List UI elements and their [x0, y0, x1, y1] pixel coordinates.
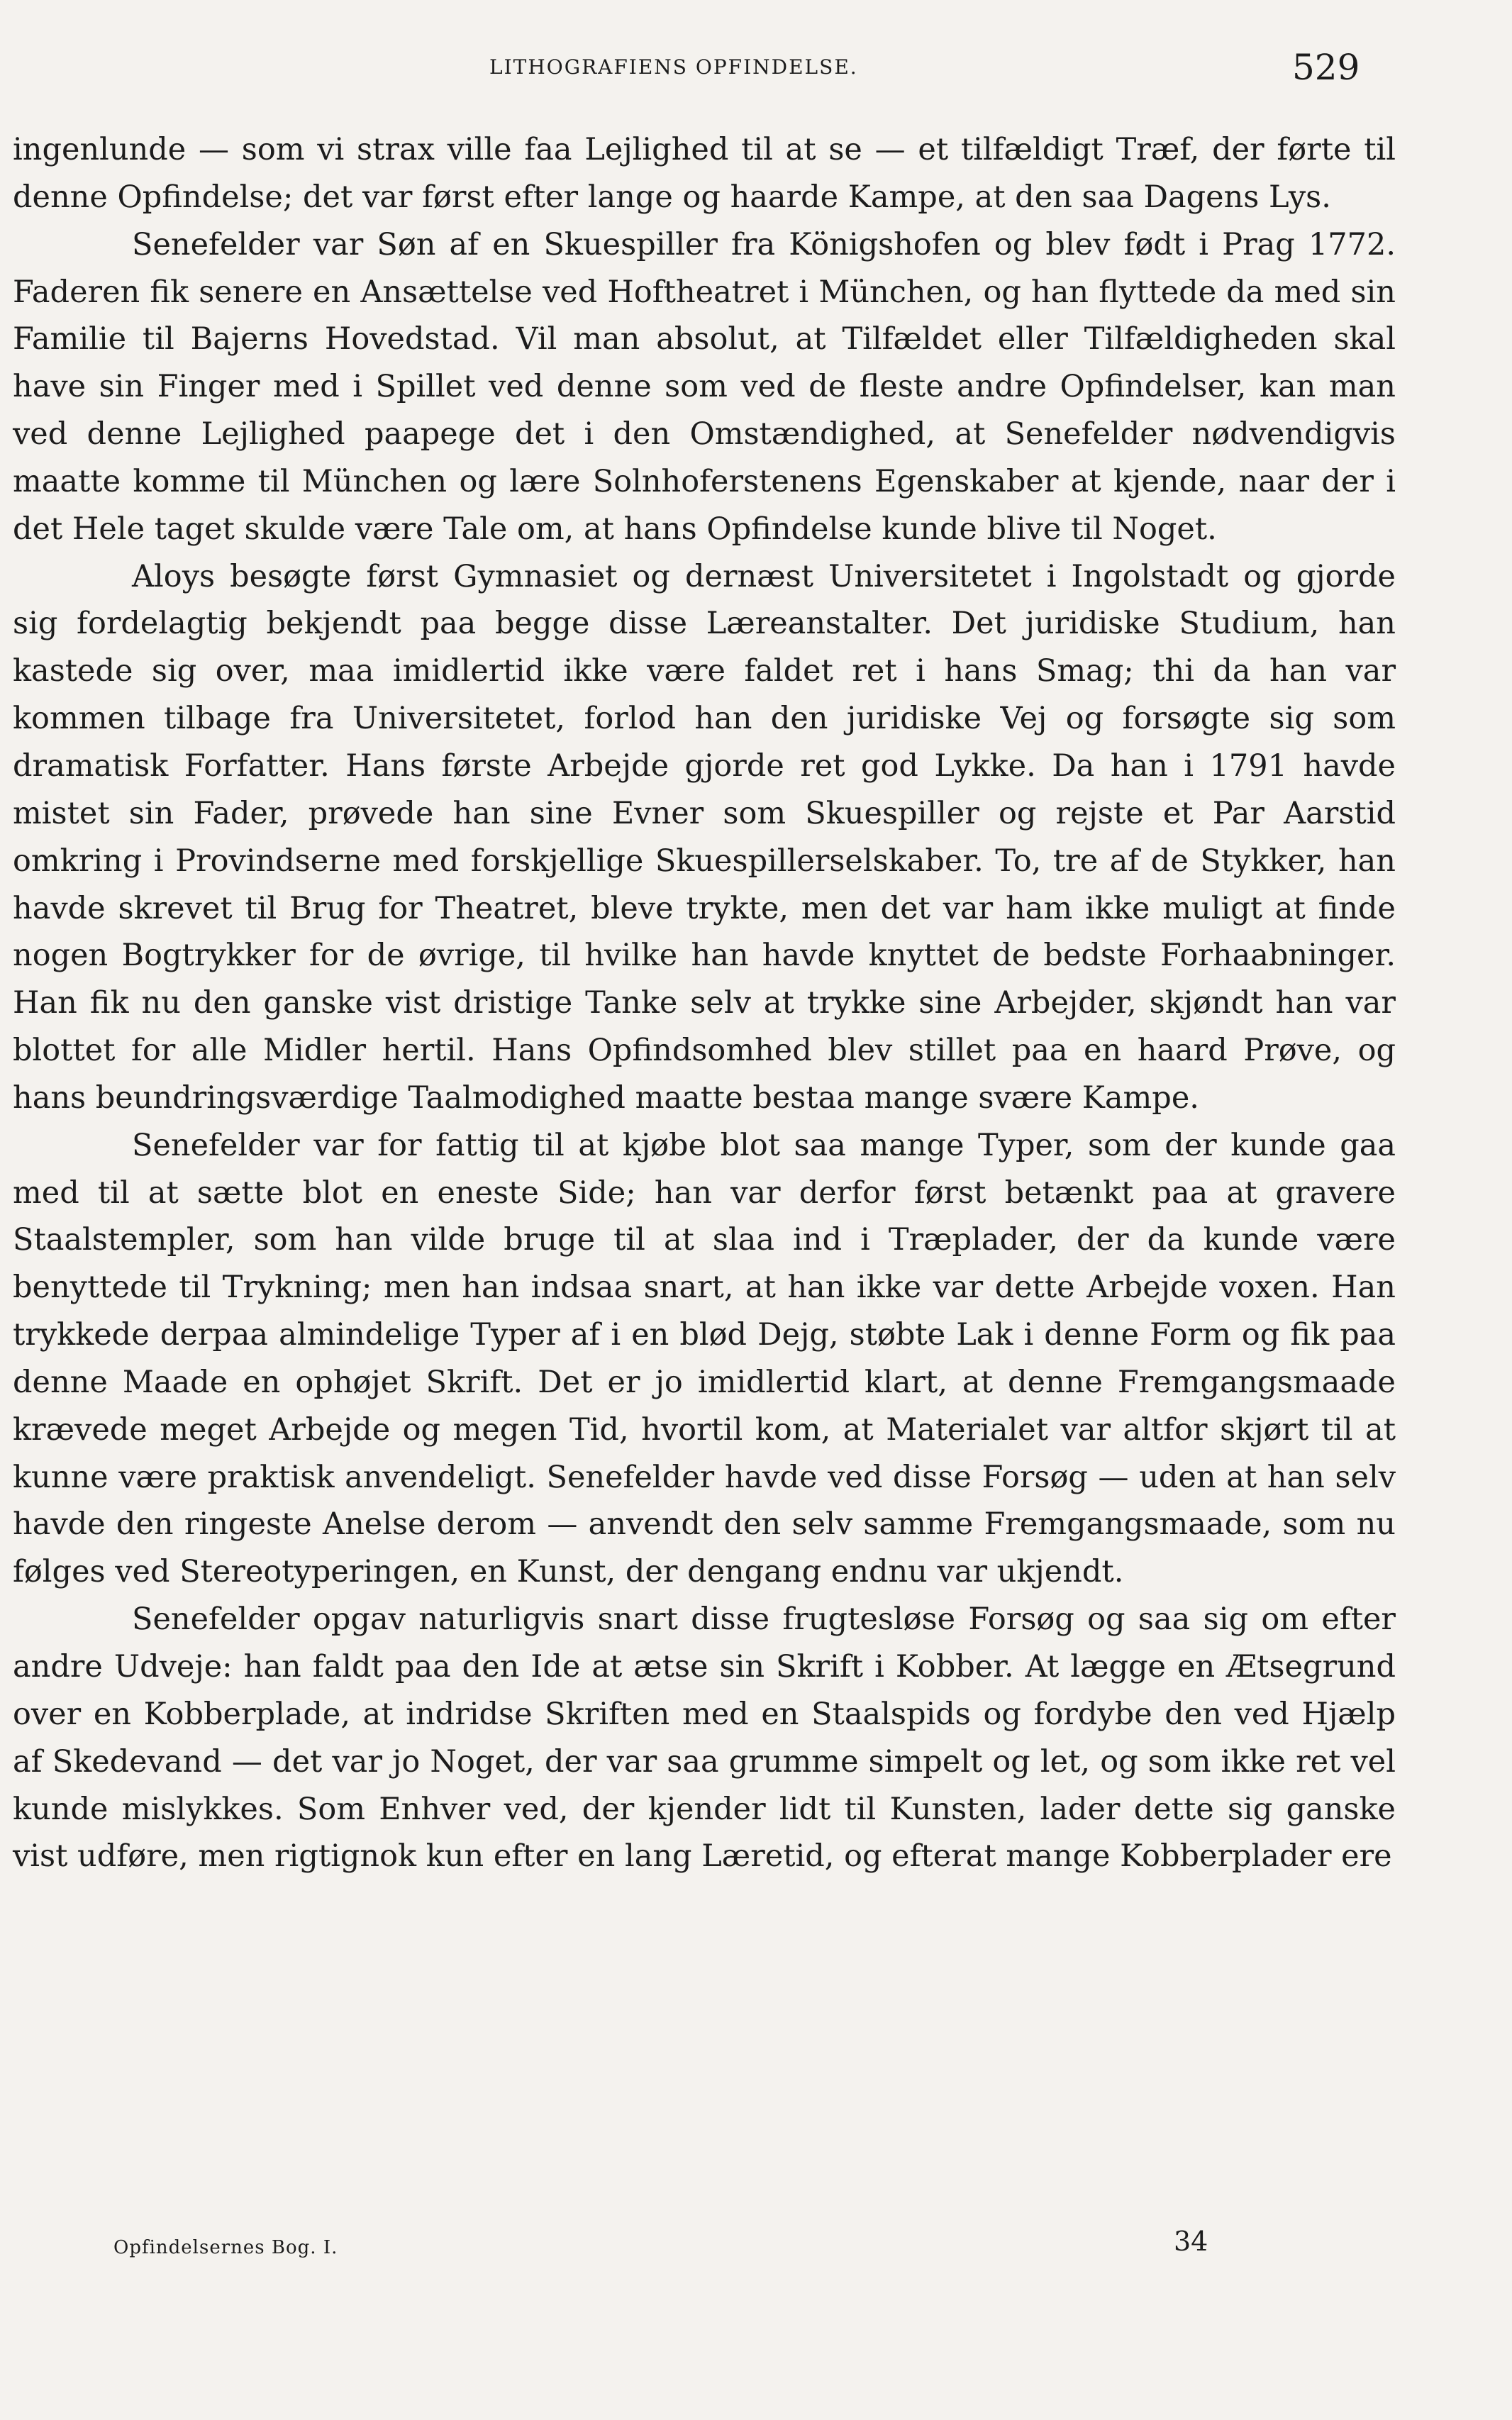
paragraph-4: Senefelder var for fattig til at kjøbe blot saa mange Typer, som der kunde gaa med til at sætte blot en eneste Side; han var derfor først betænkt paa at gravere Staalstempler, som han vilde bruge til at slaa ind i Træplader, der da kunde være benyttede til Trykning; men han indsaa snart, at han ikke var dette Arbejde voxen. Han trykkede derpaa almindelige Typer af i en blød Dejg, støbte Lak i denne Form og fik paa denne Maade en ophøjet Skrift. Det er jo imidlertid klart, at denne Fremgangsmaade krævede meget Arbejde og megen Tid, hvortil kom, at Materialet var altfor skjørt til at kunne være praktisk anvendeligt. Senefelder havde ved disse Forsøg — uden at han selv havde den ringeste Anelse derom — anvendt den selv samme Fremgangsmaade, som nu følges ved Stereotyperingen, en Kunst, der dengang endnu var ukjendt.	[13, 1127, 1396, 1590]
page-footer	[0, 2226, 1512, 2268]
sheet-number: 34	[1174, 2226, 1208, 2257]
printer-signature: Opfindelsernes Bog. I.	[113, 2237, 338, 2258]
paragraph-2: Senefelder var Søn af en Skuespiller fra Königshofen og blev født i Prag 1772. Faderen fik senere en Ansættelse ved Hoftheatret i München, og han flyttede da med sin Familie til Bajerns Hovedstad. Vil man absolut, at Tilfældet eller Tilfældigheden skal have sin Finger med i Spillet ved denne som ved de fleste andre Opfindelser, kan man ved denne Lejlighed paapege det i den Omstændighed, at Senefelder nødvendigvis maatte komme til München og lære Solnhoferstenens Egenskaber at kjende, naar der i det Hele taget skulde være Tale om, at hans Opfindelse kunde blive til Noget.	[13, 226, 1396, 547]
page-number: 529	[1292, 47, 1360, 88]
running-head	[0, 47, 1512, 89]
paragraph-3: Aloys besøgte først Gymnasiet og dernæst Universitetet i Ingolstadt og gjorde sig fordelagtig bekjendt paa begge disse Læreanstalter. Det juridiske Studium, han kastede sig over, maa imidlertid ikke være faldet ret i hans Smag; thi da han var kommen tilbage fra Universitetet, forlod han den juridiske Vej og forsøgte sig som dramatisk Forfatter. Hans første Arbejde gjorde ret god Lykke. Da han i 1791 havde mistet sin Fader, prøvede han sine Evner som Skuespiller og rejste et Par Aarstid omkring i Provindserne med forskjellige Skuespillerselskaber. To, tre af de Stykker, han havde skrevet til Brug for Theatret, bleve trykte, men det var ham ikke muligt at finde nogen Bogtrykker for de øvrige, til hvilke han havde knyttet de bedste Forhaabninger. Han fik nu den ganske vist dristige Tanke selv at trykke sine Arbejder, skjøndt han var blottet for alle Midler hertil. Hans Opfindsomhed blev stillet paa en haard Prøve, og hans beundringsværdige Taalmodighed maatte bestaa mange svære Kampe.	[13, 558, 1396, 1116]
paragraph-5: Senefelder opgav naturligvis snart disse frugtesløse Forsøg og saa sig om efter andre Udveje: han faldt paa den Ide at ætse sin Skrift i Kobber. At lægge en Ætsegrund over en Kobberplade, at indridse Skriften med en Staalspids og fordybe den ved Hjælp af Skedevand — det var jo Noget, der var saa grumme simpelt og let, og som ikke ret vel kunde mislykkes. Som Enhver ved, der kjender lidt til Kunsten, lader dette sig ganske vist udføre, men rigtignok kun efter en lang Læretid, og efterat mange Kobberplader ere	[13, 1602, 1396, 1875]
paragraph-1: ingenlunde — som vi strax ville faa Lejlighed til at se — et tilfældigt Træf, der førte til denne Opfindelse; det var først efter lange og haarde Kampe, at den saa Dagens Lys.	[13, 132, 1396, 215]
body-text	[13, 126, 1396, 1880]
running-title: LITHOGRAFIENS OPFINDELSE.	[489, 55, 858, 79]
